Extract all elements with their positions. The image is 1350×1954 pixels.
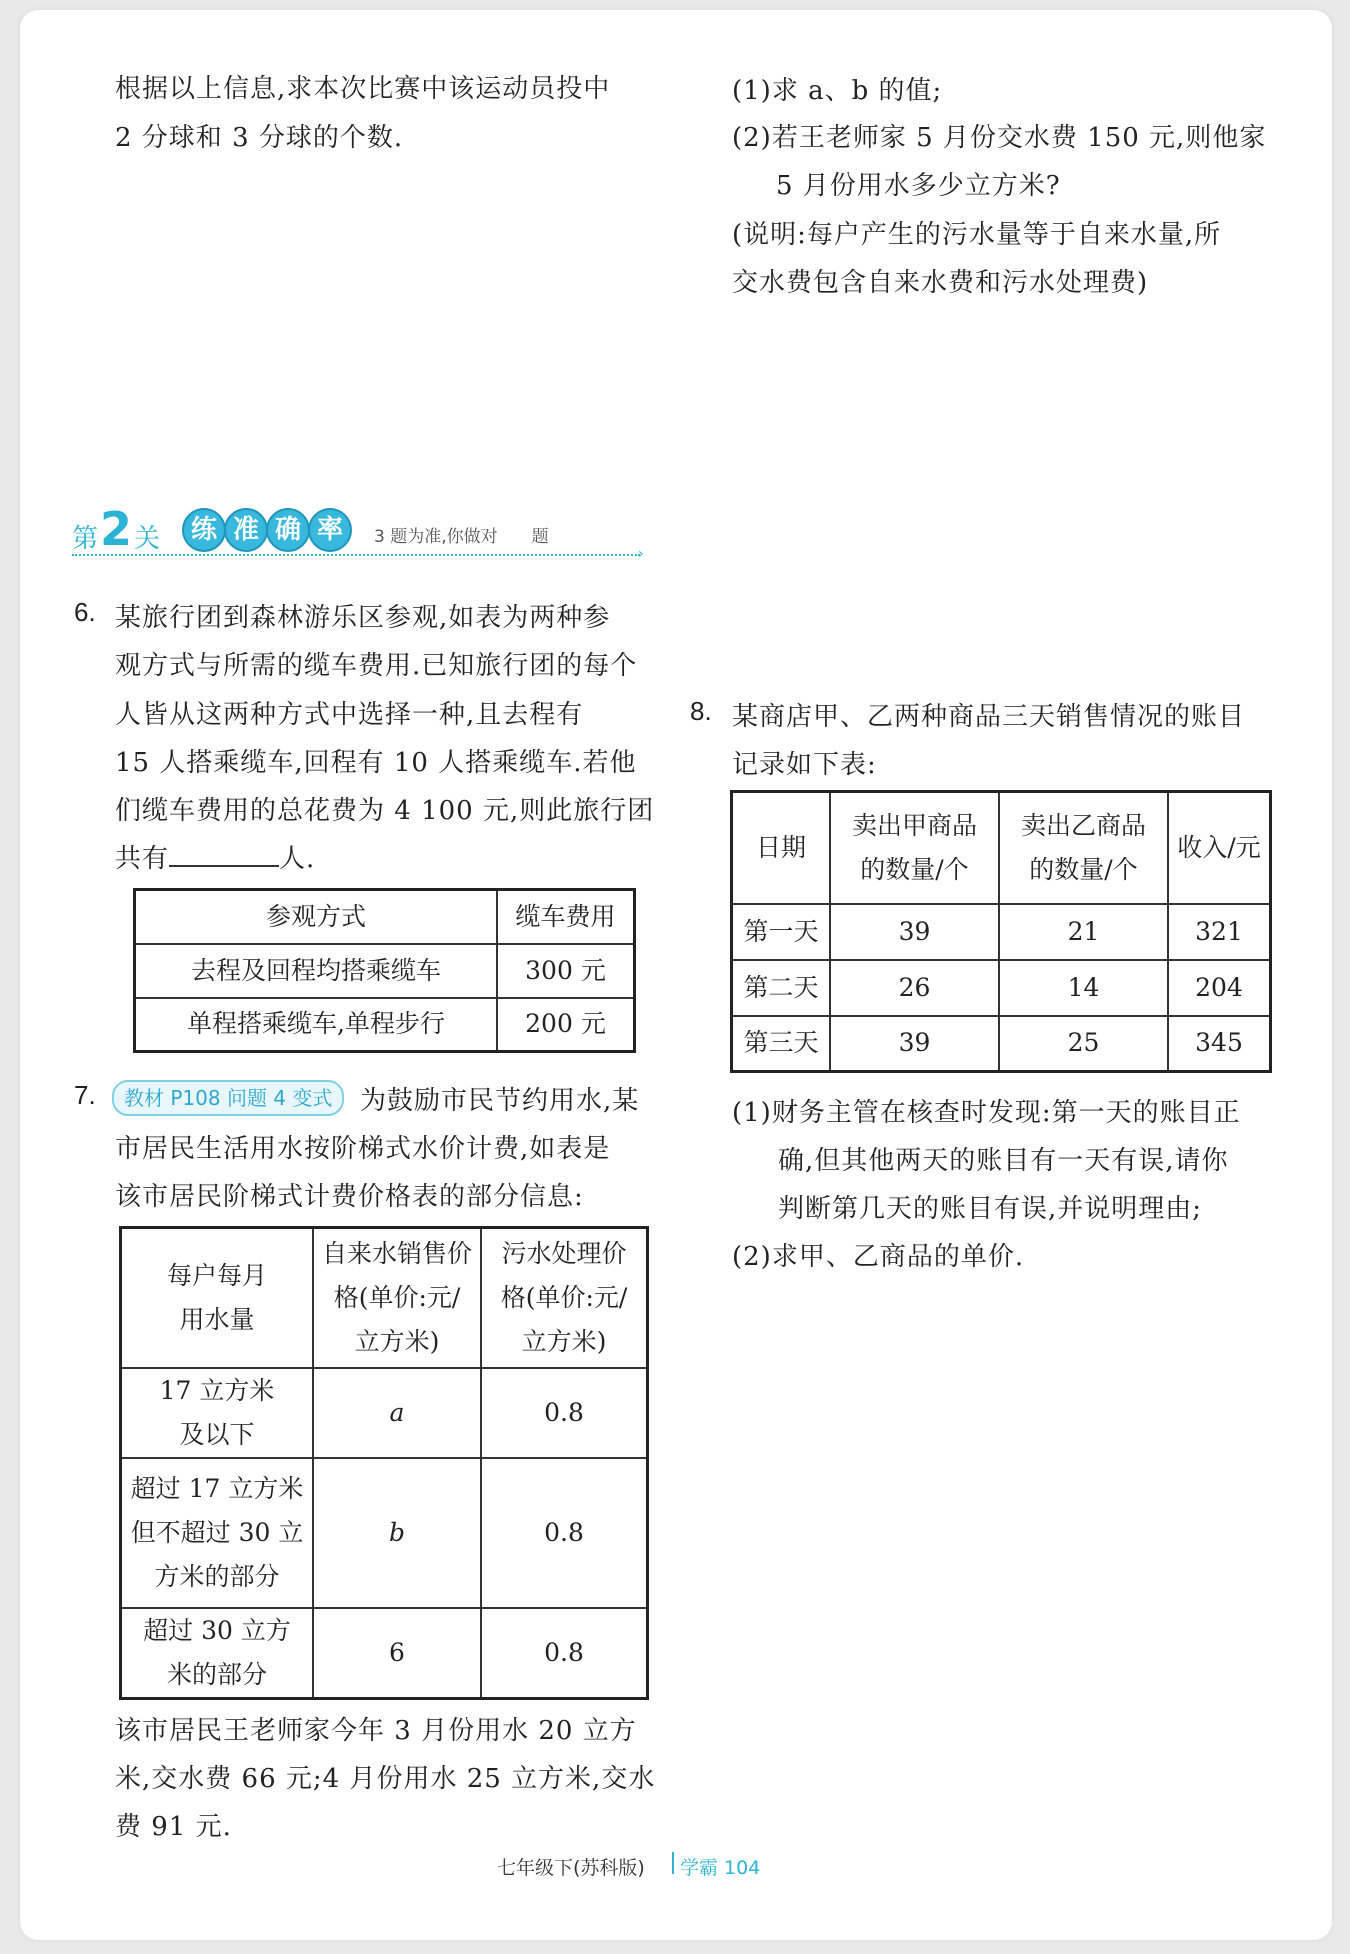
footer-page-number: 学霸 104 (680, 1857, 761, 1879)
section-char-4: 率 (308, 508, 352, 552)
section-subtitle: 3 题为准,你做对 题 (374, 527, 549, 547)
q8-table-cell: 39 (830, 1016, 999, 1072)
q8-number: 8. (690, 696, 712, 726)
arrow-icon: › (638, 546, 644, 562)
q8-table-cell: 25 (999, 1016, 1168, 1072)
q6-answer-blank[interactable] (169, 845, 279, 867)
q8-line-2: 记录如下表: (732, 750, 877, 780)
q7-table-row-label: 超过 30 立方 米的部分 (121, 1608, 314, 1699)
q7-table-header-usage: 每户每月 用水量 (121, 1228, 314, 1368)
q7-table-sewage: 0.8 (481, 1608, 648, 1699)
q7-note-line-2: 交水费包含自来水费和污水处理费) (732, 268, 1149, 298)
q6-table (133, 888, 636, 1053)
q8-sub-1-line-1: (1)财务主管在核查时发现:第一天的账目正 (732, 1098, 1241, 1128)
section-char-1: 练 (182, 508, 226, 552)
q7-line-3: 该市居民阶梯式计费价格表的部分信息: (115, 1182, 584, 1212)
q8-line-1: 某商店甲、乙两种商品三天销售情况的账目 (732, 702, 1246, 732)
q7-sub-1: (1)求 a、b 的值; (732, 76, 943, 106)
q7-table (119, 1226, 649, 1700)
q8-table-cell: 321 (1168, 904, 1271, 960)
q7-sub-2-line-1: (2)若王老师家 5 月份交水费 150 元,则他家 (732, 123, 1267, 153)
q8-table (730, 790, 1272, 1073)
q8-table-cell: 第二天 (732, 960, 831, 1016)
q7-after-line-3: 费 91 元. (115, 1812, 232, 1842)
q8-table-header-income: 收入/元 (1168, 792, 1271, 904)
q8-sub-1-line-2: 确,但其他两天的账目有一天有误,请你 (778, 1146, 1229, 1176)
section-char-3: 确 (266, 508, 310, 552)
q8-table-cell: 204 (1168, 960, 1271, 1016)
textbook-reference-tag: 教材 P108 问题 4 变式 (112, 1080, 344, 1116)
footer-grade: 七年级下(苏科版) (497, 1857, 645, 1879)
q6-table-cell: 单程搭乘缆车,单程步行 (135, 998, 498, 1052)
q6-line-4: 15 人搭乘缆车,回程有 10 人搭乘缆车.若他 (115, 748, 637, 778)
q6-number: 6. (74, 597, 96, 627)
q6-table-cell: 200 元 (497, 998, 635, 1052)
q8-table-cell: 第一天 (732, 904, 831, 960)
top-left-line-2: 2 分球和 3 分球的个数. (115, 123, 404, 153)
q7-note-line-1: (说明:每户产生的污水量等于自来水量,所 (732, 220, 1222, 250)
q7-table-header-price: 自来水销售价 格(单价:元/ 立方米) (313, 1228, 481, 1368)
q7-table-sewage: 0.8 (481, 1458, 648, 1608)
q8-sub-2: (2)求甲、乙商品的单价. (732, 1242, 1025, 1272)
section-header (72, 502, 644, 562)
section-di: 第 (72, 524, 99, 554)
q6-line-3: 人皆从这两种方式中选择一种,且去程有 (115, 700, 584, 730)
q7-table-price: b (313, 1458, 481, 1608)
q6-last-prefix: 共有 (115, 844, 170, 874)
top-left-line-1: 根据以上信息,求本次比赛中该运动员投中 (115, 74, 611, 104)
q8-sub-1-line-3: 判断第几天的账目有误,并说明理由; (778, 1194, 1203, 1224)
q8-table-cell: 26 (830, 960, 999, 1016)
q8-table-header-a: 卖出甲商品 的数量/个 (830, 792, 999, 904)
q7-table-row-label: 超过 17 立方米 但不超过 30 立 方米的部分 (121, 1458, 314, 1608)
q6-table-header-1: 参观方式 (135, 890, 498, 944)
q7-table-price: a (313, 1368, 481, 1458)
section-guan: 关 (134, 524, 161, 554)
q7-sub-2-line-2: 5 月份用水多少立方米? (776, 171, 1061, 201)
q7-line-2: 市居民生活用水按阶梯式水价计费,如表是 (115, 1134, 611, 1164)
q7-table-header-sewage: 污水处理价 格(单价:元/ 立方米) (481, 1228, 648, 1368)
q7-number: 7. (74, 1080, 96, 1110)
q8-table-cell: 345 (1168, 1016, 1271, 1072)
q7-line-1: 为鼓励市民节约用水,某 (360, 1086, 640, 1116)
q6-table-header-2: 缆车费用 (497, 890, 635, 944)
q8-table-cell: 39 (830, 904, 999, 960)
q6-line-2: 观方式与所需的缆车费用.已知旅行团的每个 (115, 651, 638, 681)
q8-table-header-date: 日期 (732, 792, 831, 904)
q7-after-line-2: 米,交水费 66 元;4 月份用水 25 立方米,交水 (115, 1764, 656, 1794)
q7-table-row-label: 17 立方米 及以下 (121, 1368, 314, 1458)
q8-table-cell: 第三天 (732, 1016, 831, 1072)
section-divider (72, 554, 640, 556)
q8-table-header-b: 卖出乙商品 的数量/个 (999, 792, 1168, 904)
q7-table-price: 6 (313, 1608, 481, 1699)
q6-last-suffix: 人. (279, 844, 316, 874)
section-number: 2 (100, 502, 133, 556)
q7-after-line-1: 该市居民王老师家今年 3 月份用水 20 立方 (115, 1716, 637, 1746)
section-char-2: 准 (224, 508, 268, 552)
q6-table-cell: 去程及回程均搭乘缆车 (135, 944, 498, 998)
q6-line-6 (115, 838, 315, 875)
q8-table-cell: 14 (999, 960, 1168, 1016)
q6-line-1: 某旅行团到森林游乐区参观,如表为两种参 (115, 603, 611, 633)
q8-table-cell: 21 (999, 904, 1168, 960)
q7-table-sewage: 0.8 (481, 1368, 648, 1458)
q6-table-cell: 300 元 (497, 944, 635, 998)
footer-separator (672, 1852, 674, 1874)
q6-line-5: 们缆车费用的总花费为 4 100 元,则此旅行团 (115, 796, 655, 826)
